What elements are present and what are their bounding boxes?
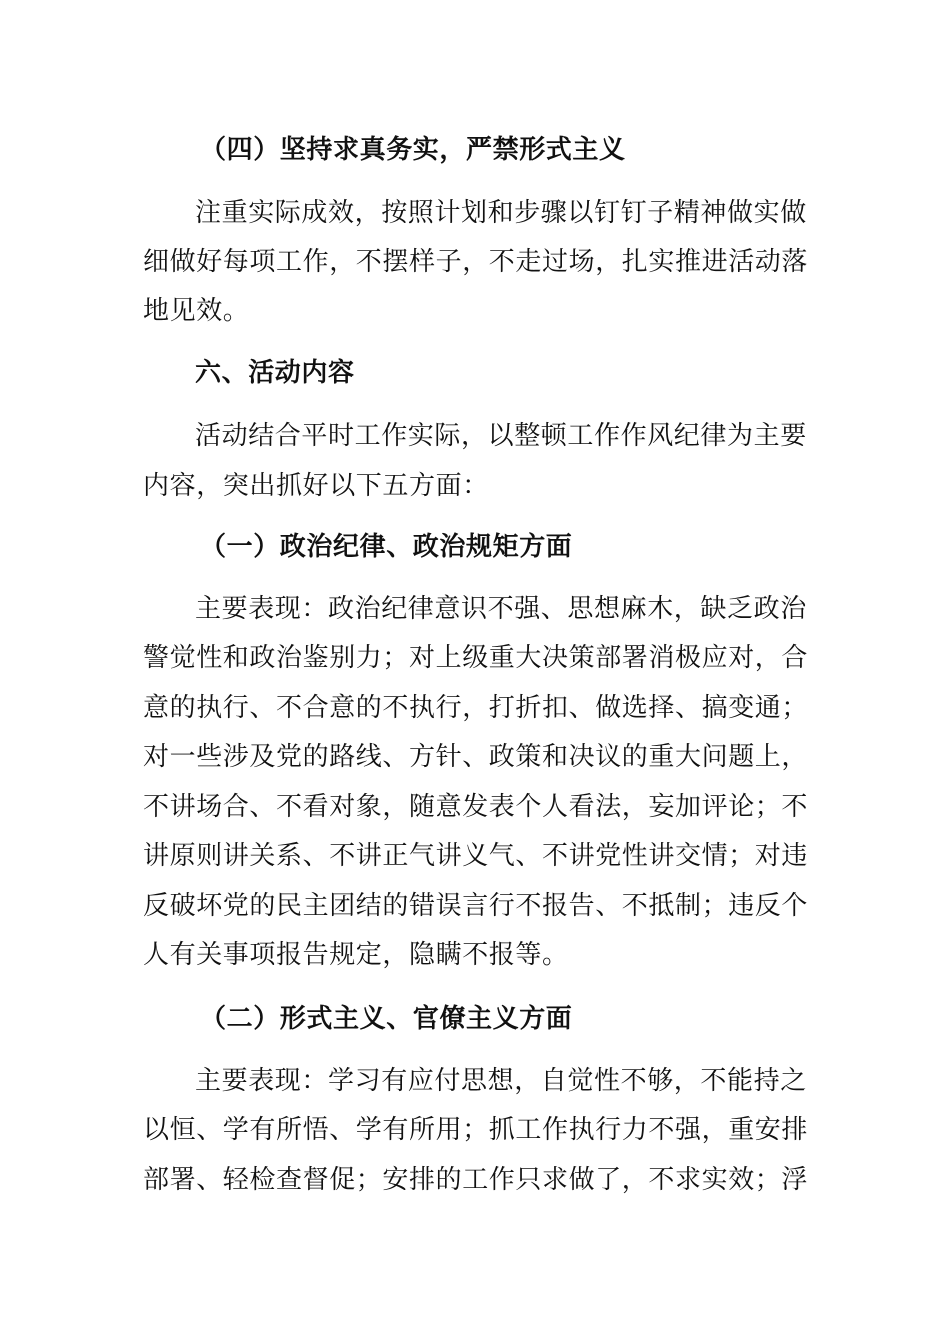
paragraph-line: 人有关事项报告规定，隐瞒不报等。 xyxy=(143,940,569,970)
paragraph-line: 部署、轻检查督促；安排的工作只求做了，不求实效；浮 xyxy=(143,1165,809,1195)
paragraph-line: 反破坏党的民主团结的错误言行不报告、不抵制；违反个 xyxy=(143,891,809,921)
paragraph-line: 对一些涉及党的路线、方针、政策和决议的重大问题上， xyxy=(143,742,809,772)
subsection-heading-two: （二）形式主义、官僚主义方面 xyxy=(200,1004,573,1034)
paragraph-line: 不讲场合、不看对象，随意发表个人看法，妄加评论；不 xyxy=(143,792,809,822)
paragraph-line: 意的执行、不合意的不执行，打折扣、做选择、搞变通； xyxy=(143,693,809,723)
paragraph-line: 注重实际成效，按照计划和步骤以钉钉子精神做实做 xyxy=(195,198,807,228)
paragraph-line: 警觉性和政治鉴别力；对上级重大决策部署消极应对，合 xyxy=(143,643,809,673)
paragraph-line: 活动结合平时工作实际，以整顿工作作风纪律为主要 xyxy=(195,421,807,451)
paragraph-line: 内容，突出抓好以下五方面： xyxy=(143,471,489,501)
section-heading-six: 六、活动内容 xyxy=(195,358,355,388)
subsection-heading-one: （一）政治纪律、政治规矩方面 xyxy=(200,532,573,562)
paragraph-line: 以恒、学有所悟、学有所用；抓工作执行力不强，重安排 xyxy=(143,1115,809,1145)
paragraph-line: 地见效。 xyxy=(143,296,250,326)
paragraph-line: 主要表现：政治纪律意识不强、思想麻木，缺乏政治 xyxy=(195,594,807,624)
paragraph-line: 细做好每项工作，不摆样子，不走过场，扎实推进活动落 xyxy=(143,247,809,277)
paragraph-line: 主要表现：学习有应付思想，自觉性不够，不能持之 xyxy=(195,1066,807,1096)
section-heading-four: （四）坚持求真务实，严禁形式主义 xyxy=(200,135,626,165)
paragraph-line: 讲原则讲关系、不讲正气讲义气、不讲党性讲交情；对违 xyxy=(143,841,809,871)
